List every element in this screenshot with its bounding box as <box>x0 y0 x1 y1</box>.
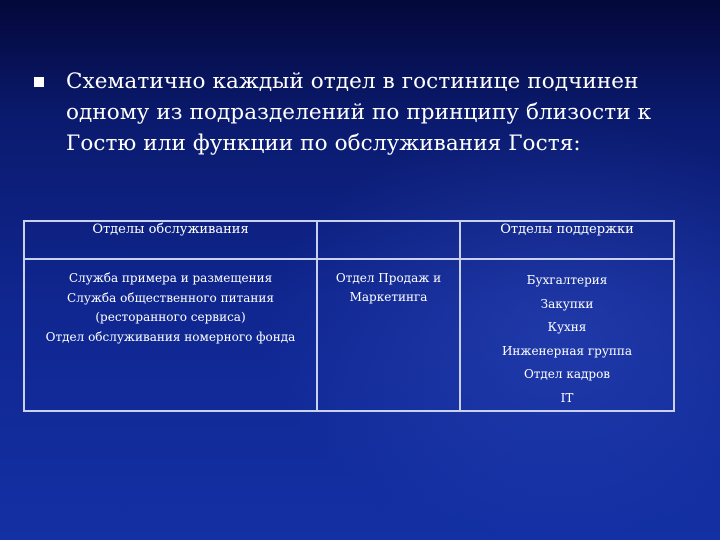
departments-table <box>23 220 675 412</box>
list-item: Маркетинга <box>349 290 428 304</box>
header-service-departments: Отделы обслуживания <box>24 221 317 259</box>
list-item: Закупки <box>540 296 594 311</box>
list-item: Отдел кадров <box>523 367 611 381</box>
list-item: Служба общественного питания <box>67 290 274 305</box>
intro-line: одному из подразделений по принципу близости к <box>66 100 652 125</box>
list-item: Отдел обслуживания номерного фонда <box>45 329 296 344</box>
list-item: Инженерная группа <box>501 343 633 358</box>
table-header-row <box>24 221 674 259</box>
list-item: (ресторанного сервиса) <box>95 310 246 324</box>
list-item: Кухня <box>547 320 587 334</box>
list-item: Служба примера и размещения <box>68 271 273 285</box>
list-item: IT <box>560 390 574 405</box>
list-item: Отдел Продаж и <box>335 271 442 285</box>
header-support-departments: Отделы поддержки <box>460 221 674 259</box>
header-empty <box>317 221 460 259</box>
service-departments-cell <box>24 259 317 411</box>
list-item: Бухгалтерия <box>526 273 608 287</box>
intro-paragraph <box>66 66 686 159</box>
bullet-square-icon <box>34 77 44 87</box>
intro-line: Схематично каждый отдел в гостинице подчинен <box>66 69 639 94</box>
sales-marketing-cell <box>317 259 460 411</box>
support-departments-cell <box>460 259 674 411</box>
intro-line: Гостю или функции по обслуживания Гостя: <box>66 131 581 156</box>
table-body-row <box>24 259 674 411</box>
